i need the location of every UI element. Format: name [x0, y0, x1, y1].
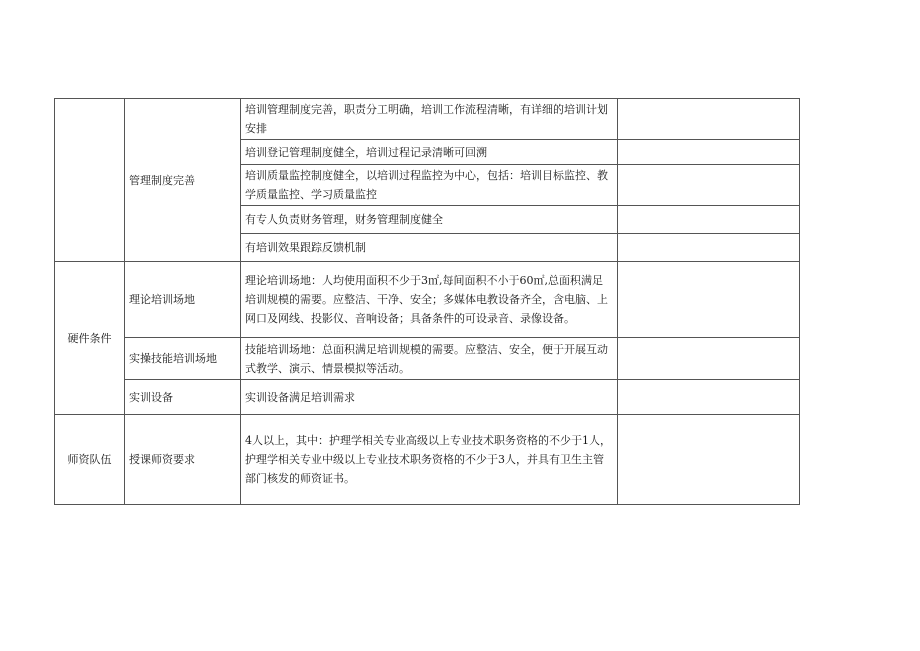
- requirement-cell: 有专人负责财务管理，财务管理制度健全: [241, 206, 618, 234]
- score-cell[interactable]: [618, 234, 800, 262]
- assessment-table: [54, 98, 800, 505]
- score-cell[interactable]: [618, 262, 800, 338]
- score-cell[interactable]: [618, 140, 800, 165]
- score-cell[interactable]: [618, 99, 800, 140]
- score-cell[interactable]: [618, 206, 800, 234]
- requirement-cell: 培训质量监控制度健全，以培训过程监控为中心，包括：培训目标监控、教学质量监控、学习质量监控: [241, 165, 618, 206]
- requirement-cell: 有培训效果跟踪反馈机制: [241, 234, 618, 262]
- category-cell: 师资队伍: [55, 415, 125, 505]
- score-cell[interactable]: [618, 338, 800, 380]
- subcategory-cell: 实训设备: [125, 380, 241, 415]
- requirement-cell: 4人以上，其中：护理学相关专业高级以上专业技术职务资格的不少于1人，护理学相关专业中级以上专业技术职务资格的不少于3人，并具有卫生主管部门核发的师资证书。: [241, 415, 618, 505]
- table-row: [55, 99, 800, 140]
- requirement-cell: 培训登记管理制度健全，培训过程记录清晰可回溯: [241, 140, 618, 165]
- requirement-cell: 理论培训场地：人均使用面积不少于3㎡,每间面积不小于60㎡,总面积满足培训规模的需要。应整洁、干净、安全；多媒体电教设备齐全，含电脑、上网口及网线、投影仪、音响设备；具备条件的可设录音、录像设备。: [241, 262, 618, 338]
- table-row: [55, 338, 800, 380]
- table-row: [55, 415, 800, 505]
- category-cell: [55, 99, 125, 262]
- subcategory-cell: 管理制度完善: [125, 99, 241, 262]
- subcategory-cell: 实操技能培训场地: [125, 338, 241, 380]
- subcategory-cell: 授课师资要求: [125, 415, 241, 505]
- requirement-cell: 培训管理制度完善，职责分工明确，培训工作流程清晰，有详细的培训计划安排: [241, 99, 618, 140]
- score-cell[interactable]: [618, 380, 800, 415]
- subcategory-cell: 理论培训场地: [125, 262, 241, 338]
- category-cell: 硬件条件: [55, 262, 125, 415]
- requirement-cell: 实训设备满足培训需求: [241, 380, 618, 415]
- table-row: [55, 380, 800, 415]
- requirement-cell: 技能培训场地：总面积满足培训规模的需要。应整洁、安全，便于开展互动式教学、演示、情景模拟等活动。: [241, 338, 618, 380]
- table-row: [55, 262, 800, 338]
- score-cell[interactable]: [618, 165, 800, 206]
- score-cell[interactable]: [618, 415, 800, 505]
